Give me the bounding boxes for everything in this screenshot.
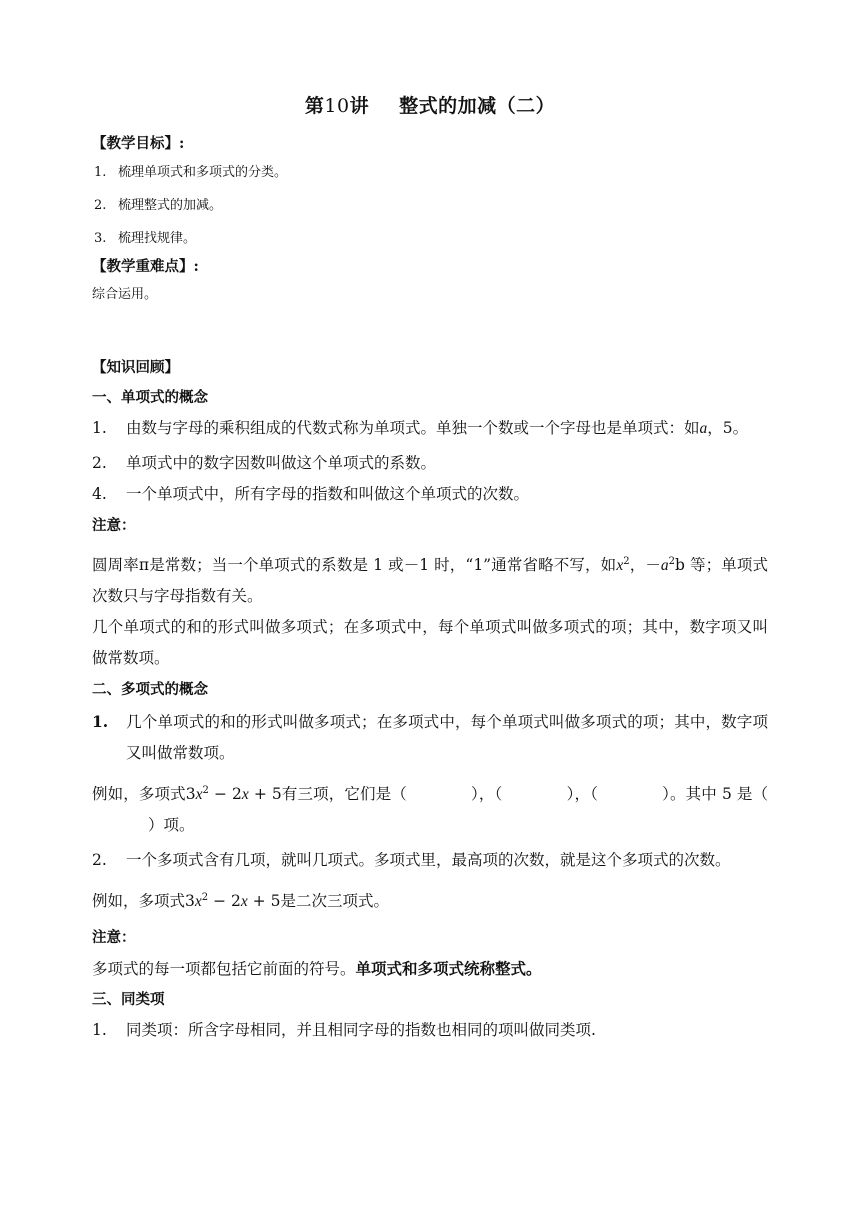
- section1-heading: 一、单项式的概念: [92, 389, 208, 406]
- section1-item4: 4. 一个单项式中，所有字母的指数和叫做这个单项式的次数。: [92, 485, 530, 503]
- title-name: 整式的加减（二）: [399, 95, 556, 117]
- section2-example2: 例如，多项式$3x^2 - 2x + 5$是二次三项式。: [92, 892, 389, 911]
- section2-note-heading: 注意：: [92, 929, 136, 947]
- difficulties-heading: 【教学重难点】:: [92, 258, 199, 275]
- difficulties-text: 综合运用。: [92, 287, 158, 302]
- objective-item: 2. 梳理整式的加减。: [94, 198, 223, 213]
- section1-note2: 几个单项式的和的形式叫做多项式；在多项式中，每个单项式叫做多项式的项；其中，数字项又叫做常数项。: [92, 618, 768, 668]
- section1-note-heading: 注意：: [92, 517, 136, 534]
- objectives-heading: 【教学目标】:: [92, 135, 185, 152]
- page-title: [92, 93, 768, 119]
- objective-item: 3. 梳理找规律。: [94, 231, 197, 246]
- title-prefix: 第: [304, 95, 325, 117]
- section2-item1: 1. 几个单项式的和的形式叫做多项式；在多项式中，每个单项式叫做多项式的项；其中，数字项又叫做常数项。: [92, 712, 768, 763]
- review-heading: 【知识回顾】: [92, 359, 179, 376]
- section1-item1: 1. 由数与字母的乘积组成的代数式称为单项式。单独一个数或一个字母也是单项式：如a，5。: [92, 419, 749, 437]
- objective-item: 1. 梳理单项式和多项式的分类。: [94, 165, 288, 180]
- section2-heading: 二、多项式的概念: [92, 681, 208, 699]
- section3-heading: 三、同类项: [92, 991, 165, 1009]
- title-suffix: 讲: [349, 95, 370, 117]
- section3-item1: 1. 同类项：所含字母相同，并且相同字母的指数也相同的项叫做同类项.: [92, 1021, 596, 1040]
- section1-note1: 圆周率π是常数；当一个单项式的系数是 1 或－1 时，“1”通常省略不写，如$x^2$，$-a^2b$ 等；单项式次数只与字母指数有关。: [92, 556, 769, 606]
- section2-note: 多项式的每一项都包括它前面的符号。单项式和多项式统称整式。: [92, 959, 542, 979]
- title-number: 10: [324, 95, 350, 117]
- section2-item2: 2. 一个多项式含有几项，就叫几项式。多项式里，最高项的次数，就是这个多项式的次数。: [92, 851, 731, 870]
- section1-item2: 2. 单项式中的数字因数叫做这个单项式的系数。: [92, 454, 437, 472]
- section2-example1: 例如，多项式$3x^2 - 2x + 5$有三项，它们是（ ），（ ），（ ）。其中 5 是（）项。: [92, 785, 768, 835]
